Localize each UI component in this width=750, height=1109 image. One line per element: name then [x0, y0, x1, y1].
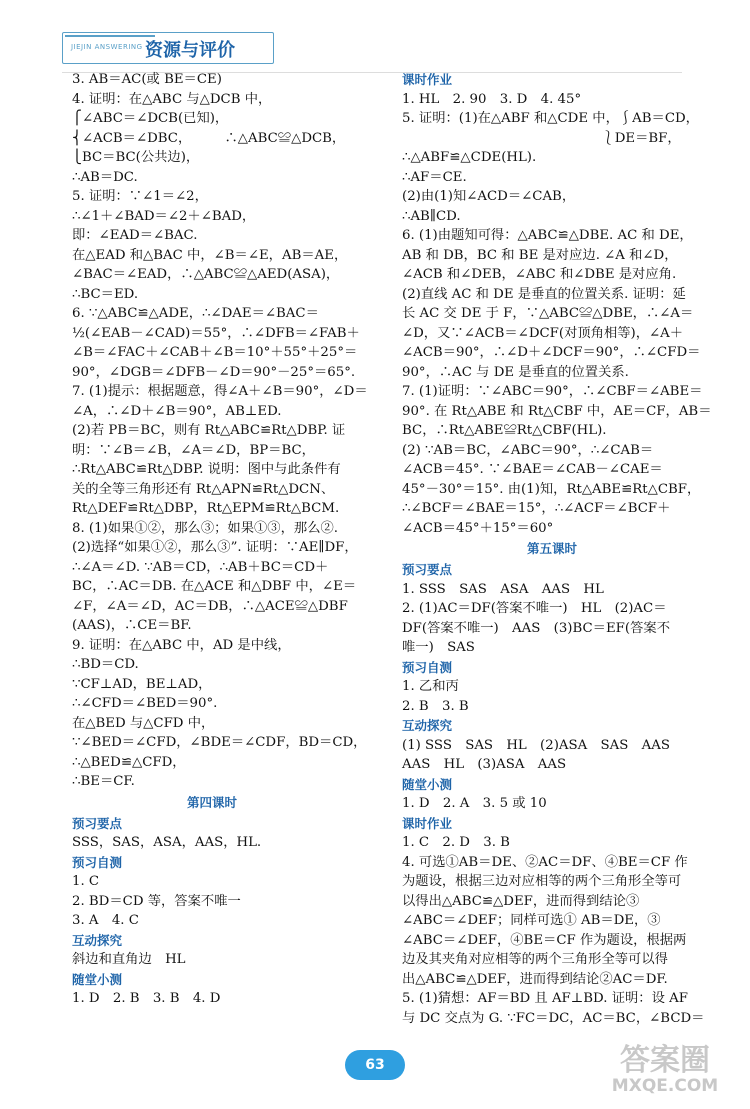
- section-heading: 随堂小测: [402, 776, 453, 792]
- answer-line: ∠F，∠A＝∠D，AC＝DB，∴△ACE≌△DBF: [72, 598, 348, 614]
- answer-line: 边及其夹角对应相等的两个三角形全等可以得: [402, 952, 668, 967]
- lesson-heading: 第四课时: [186, 794, 237, 810]
- answer-line: 5. (1)猜想：AF＝BD 且 AF⊥BD. 证明：设 AF: [402, 991, 688, 1006]
- answer-line: 唯一) SAS: [402, 640, 475, 655]
- answer-line: ∠ABC＝∠DEF；同样可选① AB＝DE，③: [402, 913, 661, 928]
- answer-line: (2)由(1)知∠ACD＝∠CAB，: [402, 189, 576, 204]
- answer-line: 为题设，根据三边对应相等的两个三角形全等可: [402, 874, 682, 889]
- answer-line: ∴Rt△ABC≌Rt△DBP. 说明：图中与此条件有: [72, 462, 341, 477]
- page-header: [62, 14, 682, 70]
- answer-line: ⎩BC＝BC(公共边)，: [72, 150, 200, 165]
- answer-line: ∠B＝∠FAC＋∠CAB＋∠B＝10°＋55°＋25°＝: [72, 345, 358, 360]
- section-heading: 课时作业: [402, 72, 453, 87]
- answer-line: 以得出△ABC≌△DEF，进而得到结论③: [402, 893, 640, 909]
- answer-line: ∴∠1＋∠BAD＝∠2＋∠BAD，: [72, 208, 256, 224]
- answer-line: ⎧∠ABC＝∠DCB(已知)，: [72, 111, 229, 126]
- answer-line: 9. 证明：在△ABC 中，AD 是中线，: [72, 637, 291, 653]
- left-answer-column: [72, 70, 368, 1009]
- answer-line: 45°－30°＝15°. 由(1)知，Rt△ABE≌Rt△CBF，: [402, 481, 701, 497]
- section-heading: 课时作业: [402, 815, 453, 831]
- answer-line: 7. (1)证明：∵∠ABC＝90°，∴∠CBF＝∠ABE＝: [402, 384, 703, 399]
- section-heading: 互动探究: [402, 718, 453, 733]
- answer-line: BC，∴Rt△ABE≌Rt△CBF(HL).: [402, 423, 607, 438]
- answer-line: 4. 证明：在△ABC 与△DCB 中，: [72, 91, 272, 107]
- answer-line: 关的全等三角形还有 Rt△APN≌Rt△DCN、: [72, 481, 335, 497]
- page-number-badge: 63: [345, 1050, 405, 1080]
- answer-line: 1. D 2. A 3. 5 或 10: [402, 796, 547, 811]
- answer-line: ⎨∠ACB＝∠DBC， ∴△ABC≌△DCB，: [72, 130, 346, 146]
- answer-line: 90°，∴AC 与 DE 是垂直的位置关系.: [402, 364, 629, 380]
- answer-line: ∵∠BED＝∠CFD，∠BDE＝∠CDF，BD＝CD，: [72, 735, 367, 750]
- section-heading: 随堂小测: [72, 971, 123, 987]
- answer-line: 在△EAD 和△BAC 中，∠B＝∠E，AB＝AE，: [72, 247, 348, 263]
- answer-line: 3. A 4. C: [72, 913, 139, 928]
- answer-line: ∴∠BCF＝∠BAE＝15°，∴∠ACF＝∠BCF＋: [402, 501, 671, 516]
- answer-line: ∴BE＝CF.: [72, 774, 135, 789]
- answer-line: ∴△BED≌△CFD，: [72, 754, 186, 770]
- answer-line: 5. 证明：(1)在△ABF 和△CDE 中，⎰AB＝CD，: [402, 111, 699, 126]
- section-heading: 预习自测: [402, 659, 453, 675]
- answer-line: 6. ∵△ABC≌△ADE，∴∠DAE＝∠BAC＝: [72, 306, 319, 321]
- answer-line: ∠ACB＝45°＋15°＝60°: [402, 520, 554, 536]
- watermark-url: MXQE.COM: [611, 1076, 719, 1096]
- answer-line: ∴△ABF≌△CDE(HL).: [402, 150, 537, 165]
- answer-line: 1. HL 2. 90 3. D 4. 45°: [402, 91, 582, 107]
- answer-line: 1. C 2. D 3. B: [402, 835, 510, 850]
- answer-line: 8. (1)如果①②，那么③；如果①③，那么②.: [72, 520, 339, 536]
- answer-line: 1. 乙和丙: [402, 679, 459, 694]
- answer-line: ∠ABC＝∠DEF，④BE＝CF 作为题设，根据两: [402, 932, 687, 948]
- answer-line: ∠A，∴∠D＋∠B＝90°，AB⊥ED.: [72, 403, 282, 419]
- answer-line: 2. B 3. B: [402, 698, 469, 714]
- watermark-logo: 答案圈: [620, 1043, 710, 1078]
- answer-line: 5. 证明：∵∠1＝∠2，: [72, 189, 208, 204]
- answer-line: ∠ACB＝90°，∴∠D＋∠DCF＝90°，∴∠CFD＝: [402, 345, 701, 360]
- answer-line: ½(∠EAB－∠CAD)＝55°，∴∠DFB＝∠FAB＋: [72, 325, 360, 341]
- answer-line: BC，∴AC＝DB. 在△ACE 和△DBF 中，∠E＝: [72, 579, 357, 594]
- answer-line: 2. BD＝CD 等，答案不唯一: [72, 893, 241, 909]
- answer-line: 4. 可选①AB＝DE、②AC＝DF、④BE＝CF 作: [402, 854, 688, 870]
- answer-line: 90°，∠DGB＝∠DFB－∠D＝90°－25°＝65°.: [72, 364, 356, 380]
- answer-line: (2)选择“如果①②，那么③”. 证明：∵AE∥DF，: [72, 540, 358, 555]
- answer-line: DF(答案不唯一) AAS (3)BC＝EF(答案不: [402, 620, 670, 636]
- answer-line: 出△ABC≌△DEF，进而得到结论②AC＝DF.: [402, 971, 668, 987]
- answer-line: ∴BC＝ED.: [72, 286, 139, 302]
- answer-line: 2. (1)AC＝DF(答案不唯一) HL (2)AC＝: [402, 601, 667, 616]
- answer-line: 7. (1)提示：根据题意，得∠A＋∠B＝90°，∠D＝: [72, 384, 368, 399]
- answer-line: (1) SSS SAS HL (2)ASA SAS AAS: [402, 737, 670, 753]
- answer-line: Rt△DEF≌Rt△DBP，Rt△EPM≌Rt△BCM.: [72, 501, 340, 516]
- answer-line: ⎱DE＝BF，: [402, 130, 681, 146]
- answer-line: ∴AF＝CE.: [402, 169, 467, 185]
- answer-line: ∠BAC＝∠EAD，∴△ABC≌△AED(ASA)，: [72, 267, 340, 282]
- answer-line: ∴BD＝CD.: [72, 657, 139, 672]
- section-heading: 互动探究: [72, 932, 123, 948]
- answer-line: (2)直线 AC 和 DE 是垂直的位置关系. 证明：延: [402, 286, 686, 302]
- answer-line: 长 AC 交 DE 于 F，∵△ABC≌△DBE，∴∠A＝: [402, 306, 694, 321]
- answer-line: 1. D 2. B 3. B 4. D: [72, 991, 221, 1006]
- section-heading: 预习自测: [72, 854, 123, 870]
- answer-line: 在△BED 与△CFD 中，: [72, 715, 215, 731]
- answer-line: SSS，SAS，ASA，AAS，HL.: [72, 835, 262, 850]
- answer-line: 斜边和直角边 HL: [72, 952, 186, 967]
- answer-line: 1. C: [72, 874, 100, 889]
- answer-line: AAS HL (3)ASA AAS: [402, 757, 567, 772]
- answer-line: 明：∵∠B＝∠B，∠A＝∠D，BP＝BC，: [72, 442, 315, 458]
- logo-subtitle: JIEJIN ANSWERING: [71, 43, 143, 51]
- answer-line: 1. SSS SAS ASA AAS HL: [402, 581, 604, 597]
- answer-line: 即：∠EAD＝∠BAC.: [72, 228, 198, 243]
- answer-line: 3. AB＝AC(或 BE＝CE): [72, 72, 222, 87]
- right-answer-column: [402, 70, 712, 1028]
- answer-line: 90°. 在 Rt△ABE 和 Rt△CBF 中，AE＝CF，AB＝: [402, 403, 712, 419]
- section-heading: 预习要点: [72, 815, 123, 831]
- logo-title: 资源与评价: [145, 40, 235, 61]
- answer-line: (2) ∵AB＝BC，∠ABC＝90°，∴∠CAB＝: [402, 442, 654, 458]
- book-logo: [62, 32, 274, 64]
- lesson-heading: 第五课时: [526, 541, 577, 556]
- answer-line: (AAS)，∴CE＝BF.: [72, 618, 192, 633]
- answer-line: ∠ACB 和∠DEB，∠ABC 和∠DBE 是对应角.: [402, 267, 677, 282]
- answer-line: ∴∠A＝∠D. ∵AB＝CD，∴AB＋BC＝CD＋: [72, 559, 329, 575]
- answer-line: 6. (1)由题知可得：△ABC≌△DBE. AC 和 DE，: [402, 228, 693, 243]
- answer-line: 与 DC 交点为 G. ∵FC＝DC，AC＝BC，∠BCD＝: [402, 1010, 705, 1026]
- logo-arrow-decoration: [65, 35, 155, 37]
- answer-line: ∴∠CFD＝∠BED＝90°.: [72, 696, 218, 711]
- answer-line: ∵CF⊥AD，BE⊥AD，: [72, 676, 212, 692]
- answer-line: ∴AB∥CD.: [402, 208, 461, 224]
- answer-line: ∠ACB＝45°. ∵∠BAE＝∠CAB－∠CAE＝: [402, 462, 663, 477]
- answer-line: ∴AB＝DC.: [72, 169, 138, 185]
- answer-line: ∠D，又∵∠ACB＝∠DCF(对顶角相等)，∠A＋: [402, 325, 684, 341]
- answer-line: (2)若 PB＝BC，则有 Rt△ABC≌Rt△DBP. 证: [72, 423, 346, 438]
- answer-line: AB 和 DB，BC 和 BE 是对应边. ∠A 和∠D，: [402, 247, 678, 263]
- section-heading: 预习要点: [402, 562, 453, 577]
